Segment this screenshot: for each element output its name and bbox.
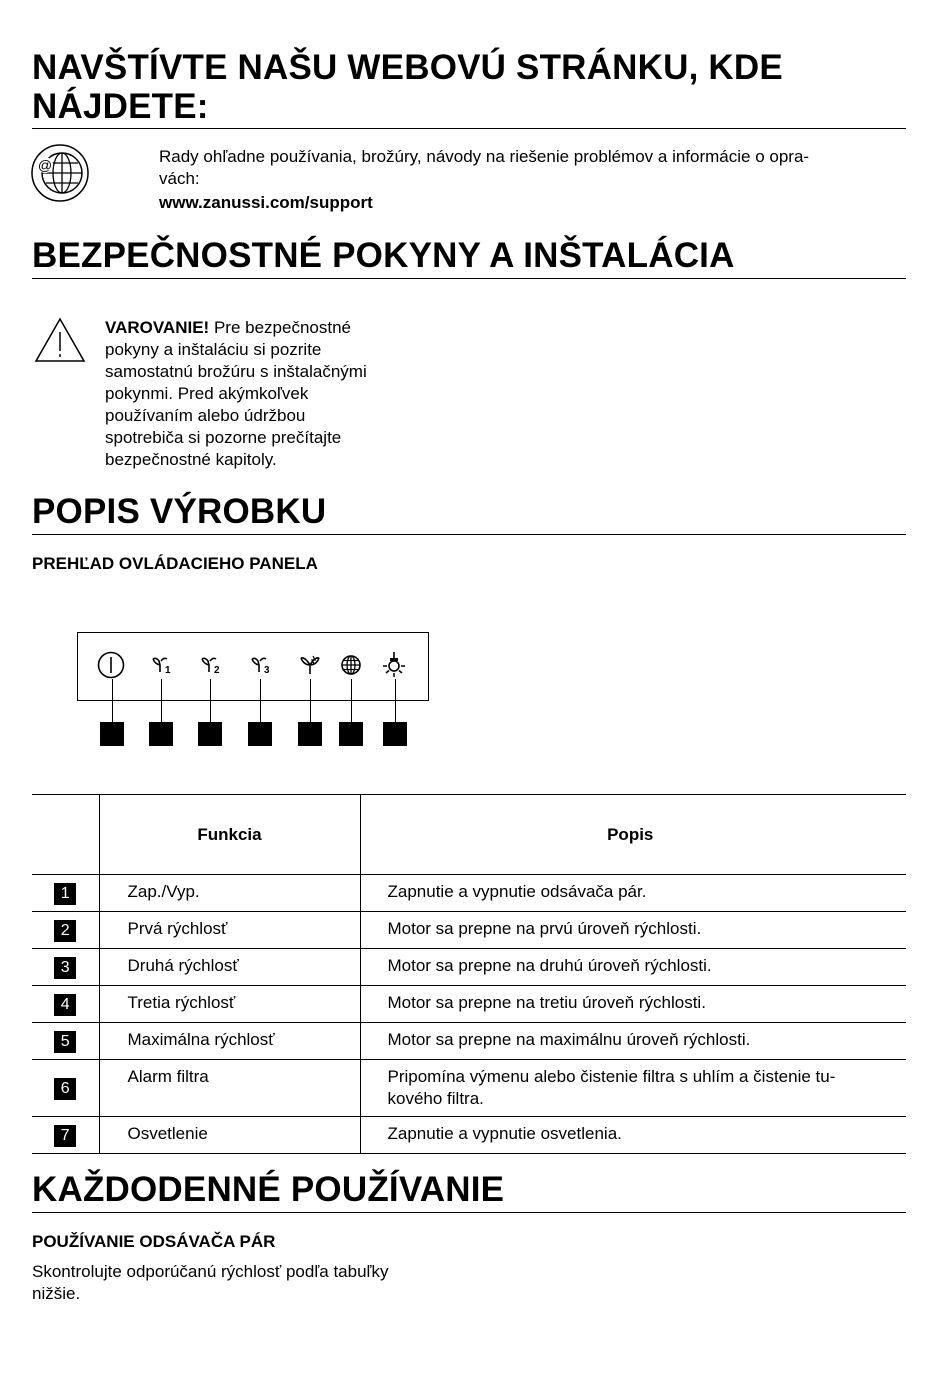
- web-globe-icon: [30, 143, 90, 203]
- row-number-badge: 6: [54, 1078, 76, 1100]
- row-description: [360, 1060, 906, 1117]
- function-table: [32, 794, 906, 1154]
- row-function: Osvetlenie: [99, 1117, 360, 1154]
- power-icon: [97, 651, 125, 679]
- fan-speed-1-icon: [147, 651, 175, 679]
- row-number-badge: 5: [54, 1031, 76, 1053]
- visit-title-line1: NAVŠTÍVTE NAŠU WEBOVÚ STRÁNKU, KDE: [32, 48, 783, 87]
- row-number-badge: 3: [54, 957, 76, 979]
- warning-line: bezpečnostné kapitoly.: [105, 450, 277, 469]
- row-description-line: kového filtra.: [387, 1089, 484, 1108]
- row-description: Motor sa prepne na tretiu úroveň rýchlosti.: [360, 986, 906, 1023]
- row-function: Maximálna rýchlosť: [99, 1023, 360, 1060]
- row-function: Zap./Vyp.: [99, 875, 360, 912]
- section-divider: [32, 278, 906, 279]
- light-icon: [380, 651, 408, 679]
- row-description: Zapnutie a vypnutie odsávača pár.: [360, 875, 906, 912]
- product-title: POPIS VÝROBKU: [32, 492, 327, 531]
- warning-label: VAROVANIE!: [105, 318, 210, 337]
- table-row: [32, 1117, 906, 1154]
- fan-speed-2-icon: [196, 651, 224, 679]
- row-description: Motor sa prepne na prvú úroveň rýchlosti.: [360, 912, 906, 949]
- warning-line: Pre bezpečnostné: [209, 318, 351, 337]
- callout-marker: [198, 722, 222, 746]
- table-header-number: [32, 795, 99, 875]
- table-row: [32, 986, 906, 1023]
- hood-usage-text-line1: Skontrolujte odporúčanú rýchlosť podľa tabuľky: [32, 1262, 389, 1281]
- row-description: Motor sa prepne na druhú úroveň rýchlosti.: [360, 949, 906, 986]
- table-row: [32, 1023, 906, 1060]
- safety-title: BEZPEČNOSTNÉ POKYNY A INŠTALÁCIA: [32, 236, 735, 275]
- row-description: Zapnutie a vypnutie osvetlenia.: [360, 1117, 906, 1154]
- callout-line: [260, 679, 261, 722]
- warning-text: [105, 317, 367, 471]
- warning-triangle-icon: [34, 317, 86, 363]
- warning-line: pokyny a inštaláciu si pozrite: [105, 340, 322, 359]
- row-function: Druhá rýchlosť: [99, 949, 360, 986]
- callout-line: [161, 679, 162, 722]
- warning-line: spotrebiča si pozorne prečítajte: [105, 428, 342, 447]
- table-header-function: Funkcia: [99, 795, 360, 875]
- callout-line: [112, 679, 113, 722]
- table-header-description: Popis: [360, 795, 906, 875]
- visit-title-line2: NÁJDETE:: [32, 87, 209, 126]
- control-panel-subtitle: PREHĽAD OVLÁDACIEHO PANELA: [32, 554, 318, 573]
- table-row: [32, 1060, 906, 1117]
- callout-marker: [149, 722, 173, 746]
- daily-use-title: KAŽDODENNÉ POUŽÍVANIE: [32, 1170, 505, 1209]
- table-row: [32, 875, 906, 912]
- table-row: [32, 912, 906, 949]
- callout-line: [351, 679, 352, 722]
- row-number-badge: 1: [54, 883, 76, 905]
- row-function: Alarm filtra: [99, 1060, 360, 1117]
- fan-speed-label: 1: [165, 665, 171, 676]
- svg-text:@: @: [37, 157, 53, 173]
- callout-marker: [248, 722, 272, 746]
- warning-line: používaním alebo údržbou: [105, 406, 306, 425]
- callout-marker: [339, 722, 363, 746]
- row-number-badge: 4: [54, 994, 76, 1016]
- fan-speed-3-icon: [246, 651, 274, 679]
- visit-info-line1: Rady ohľadne používania, brožúry, návody na riešenie problémov a informácie o opra-: [159, 147, 810, 166]
- row-description-line: Pripomína výmenu alebo čistenie filtra s uhlím a čistenie tu-: [387, 1067, 836, 1086]
- table-row: [32, 949, 906, 986]
- hood-usage-text-line2: nižšie.: [32, 1284, 81, 1303]
- callout-line: [210, 679, 211, 722]
- fan-max-icon: [296, 651, 324, 679]
- section-divider: [32, 534, 906, 535]
- callout-marker: [100, 722, 124, 746]
- callout-line: [310, 679, 311, 722]
- callout-line: [395, 679, 396, 722]
- fan-speed-label: 3: [264, 665, 270, 676]
- support-url-link[interactable]: www.zanussi.com/support: [159, 193, 373, 212]
- section-divider: [32, 128, 906, 129]
- callout-marker: [383, 722, 407, 746]
- row-number-badge: 7: [54, 1125, 76, 1147]
- section-divider: [32, 1212, 906, 1213]
- fan-speed-label: 2: [214, 665, 220, 676]
- visit-info-line2: vách:: [159, 169, 200, 188]
- table-header-row: [32, 795, 906, 875]
- row-function: Tretia rýchlosť: [99, 986, 360, 1023]
- row-description: Motor sa prepne na maximálnu úroveň rýchlosti.: [360, 1023, 906, 1060]
- callout-marker: [298, 722, 322, 746]
- warning-line: pokynmi. Pred akýmkoľvek: [105, 384, 309, 403]
- row-number-badge: 2: [54, 920, 76, 942]
- filter-alarm-icon: [337, 651, 365, 679]
- row-function: Prvá rýchlosť: [99, 912, 360, 949]
- warning-line: samostatnú brožúru s inštalačnými: [105, 362, 367, 381]
- hood-usage-subtitle: POUŽÍVANIE ODSÁVAČA PÁR: [32, 1232, 276, 1251]
